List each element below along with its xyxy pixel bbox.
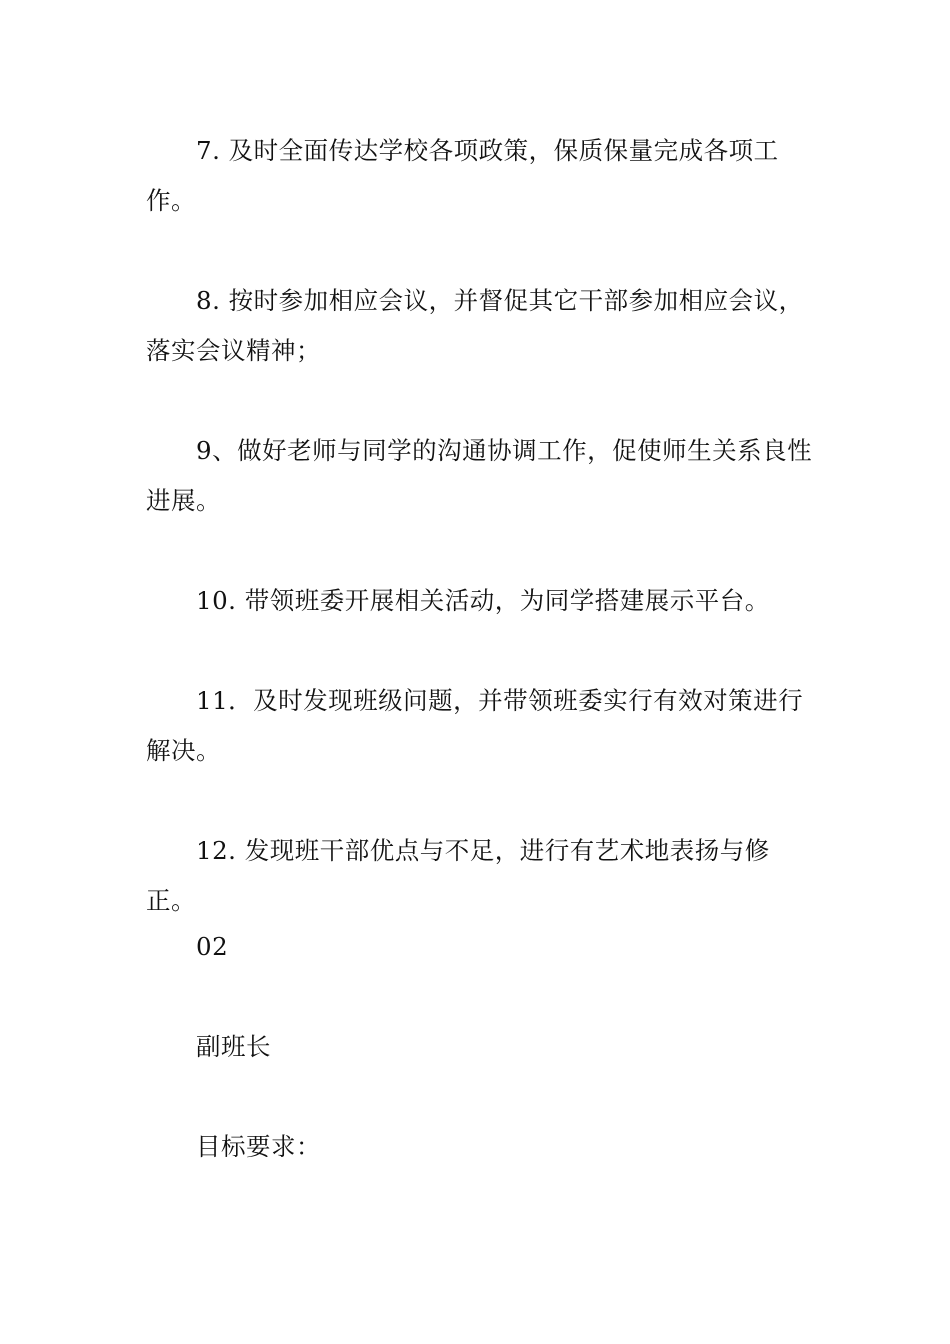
paragraph-item-7: 7. 及时全面传达学校各项政策，保质保量完成各项工作。 [146,136,779,215]
paragraph-item-9: 9、做好老师与同学的沟通协调工作，促使师生关系良性进展。 [146,436,813,515]
section-title: 副班长 [196,1032,271,1061]
paragraph-item-12: 12. 发现班干部优点与不足，进行有艺术地表扬与修正。 [146,836,770,915]
paragraph-item-11: 11．及时发现班级问题，并带领班委实行有效对策进行解决。 [146,686,804,765]
paragraph-item-10: 10. 带领班委开展相关活动，为同学搭建展示平台。 [196,586,770,615]
section-subheading: 目标要求： [196,1132,321,1161]
section-number: 02 [196,932,229,961]
paragraph-item-8: 8. 按时参加相应会议，并督促其它干部参加相应会议，落实会议精神； [146,286,804,365]
